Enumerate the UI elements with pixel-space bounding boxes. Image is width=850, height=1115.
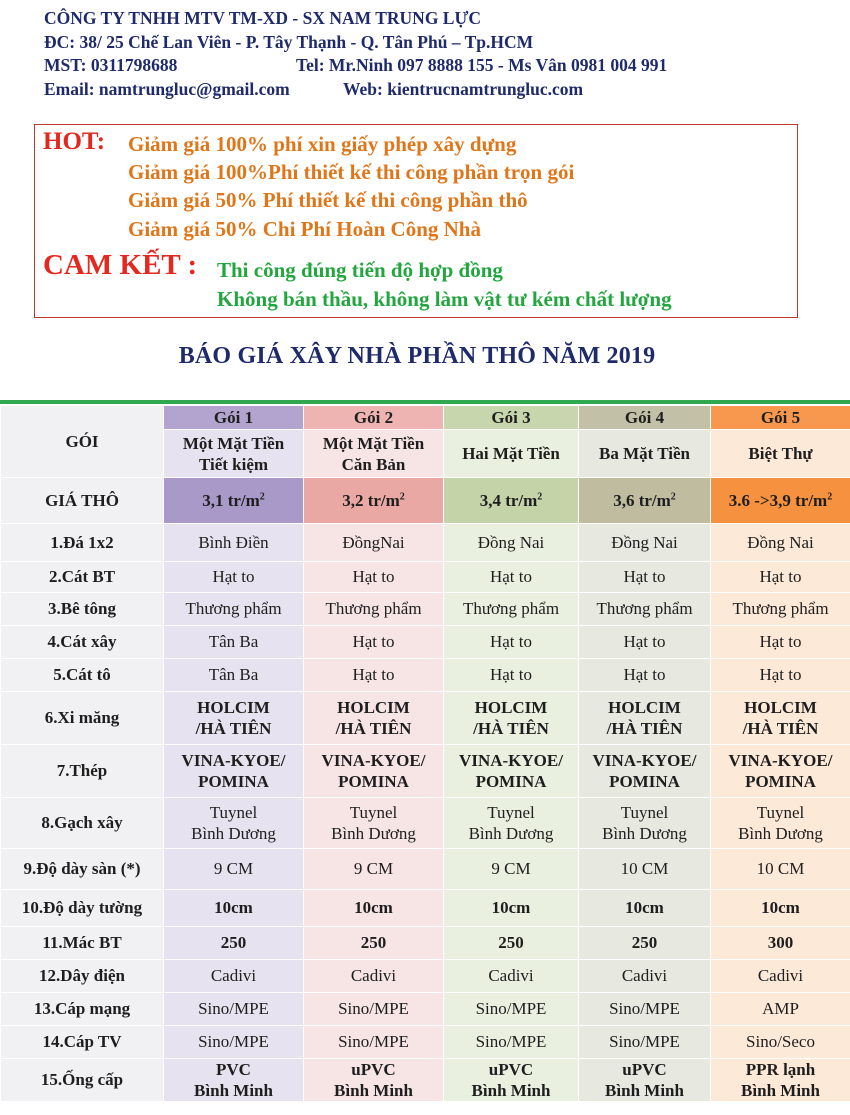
- table-cell: 300: [711, 927, 850, 960]
- table-cell: 10cm: [444, 890, 579, 927]
- divider: [0, 400, 850, 404]
- table-cell: Tuynel Bình Dương: [304, 798, 444, 849]
- table-cell: HOLCIM /HÀ TIÊN: [711, 692, 850, 745]
- commit-label: CAM KẾT :: [43, 249, 198, 281]
- row-label: 4.Cát xây: [1, 626, 164, 659]
- package-price: 3,4 $tr/m^2$: [444, 478, 579, 524]
- package-price: 3,1 $tr/m^2$: [164, 478, 304, 524]
- table-cell: 10cm: [711, 890, 850, 927]
- company-tax-id: MST: 0311798688: [44, 55, 178, 75]
- table-cell: Hạt to: [579, 626, 711, 659]
- table-cell: uPVC Bình Minh: [304, 1059, 444, 1102]
- table-cell: VINA-KYOE/ POMINA: [164, 745, 304, 798]
- table-cell: Đồng Nai: [444, 524, 579, 562]
- table-row: [1, 798, 850, 849]
- row-label: 14.Cáp TV: [1, 1026, 164, 1059]
- table-cell: Tuynel Bình Dương: [164, 798, 304, 849]
- table-cell: AMP: [711, 993, 850, 1026]
- table-row: [1, 626, 850, 659]
- promo-box: [34, 124, 798, 318]
- table-cell: ĐồngNai: [304, 524, 444, 562]
- table-cell: 10cm: [579, 890, 711, 927]
- company-phone: Tel: Mr.Ninh 097 8888 155 - Ms Vân 0981 004 991: [296, 55, 668, 75]
- package-header-label: GÓI: [1, 406, 164, 478]
- package-desc: Một Mặt Tiền Tiết kiệm: [164, 430, 304, 478]
- table-cell: 250: [579, 927, 711, 960]
- package-desc: Hai Mặt Tiền: [444, 430, 579, 478]
- company-email[interactable]: Email: namtrungluc@gmail.com: [44, 78, 290, 99]
- company-name: CÔNG TY TNHH MTV TM-XD - SX NAM TRUNG LỰC: [44, 8, 482, 28]
- table-cell: Bình Điền: [164, 524, 304, 562]
- table-cell: Thương phẩm: [711, 593, 850, 626]
- table-cell: 250: [444, 927, 579, 960]
- company-website[interactable]: Web: kientrucnamtrungluc.com: [343, 78, 584, 99]
- table-cell: Cadivi: [304, 960, 444, 993]
- package-price: 3,6 $tr/m^2$: [579, 478, 711, 524]
- table-cell: uPVC Bình Minh: [444, 1059, 579, 1102]
- table-cell: 250: [164, 927, 304, 960]
- table-cell: Sino/MPE: [579, 1026, 711, 1059]
- table-cell: Thương phẩm: [444, 593, 579, 626]
- table-cell: Hạt to: [304, 562, 444, 593]
- table-cell: 9 CM: [164, 849, 304, 890]
- table-row: [1, 960, 850, 993]
- table-cell: Sino/MPE: [304, 1026, 444, 1059]
- company-contact-row: [44, 54, 834, 78]
- table-cell: Sino/Seco: [711, 1026, 850, 1059]
- table-cell: Hạt to: [444, 626, 579, 659]
- table-cell: uPVC Bình Minh: [579, 1059, 711, 1102]
- table-cell: Tân Ba: [164, 659, 304, 692]
- page-title: BÁO GIÁ XÂY NHÀ PHẦN THÔ NĂM 2019: [178, 343, 656, 369]
- table-cell: Hạt to: [304, 626, 444, 659]
- table-cell: Hạt to: [579, 659, 711, 692]
- table-cell: Sino/MPE: [164, 993, 304, 1026]
- table-cell: 10cm: [304, 890, 444, 927]
- table-cell: Hạt to: [164, 562, 304, 593]
- table-cell: HOLCIM /HÀ TIÊN: [164, 692, 304, 745]
- table-cell: 250: [304, 927, 444, 960]
- table-row: [1, 745, 850, 798]
- company-address: ĐC: 38/ 25 Chế Lan Viên - P. Tây Thạnh - Q. Tân Phú – Tp.HCM: [44, 31, 534, 52]
- row-label: 11.Mác BT: [1, 927, 164, 960]
- commit-item: Không bán thầu, không làm vật tư kém chất lượng: [217, 287, 672, 311]
- package-desc: Biệt Thự: [711, 430, 850, 478]
- package-name: Gói 2: [304, 406, 444, 430]
- table-cell: Đồng Nai: [579, 524, 711, 562]
- table-cell: Cadivi: [444, 960, 579, 993]
- row-label: 9.Độ dày sàn (*): [1, 849, 164, 890]
- table-cell: Tuynel Bình Dương: [579, 798, 711, 849]
- table-cell: 9 CM: [304, 849, 444, 890]
- table-cell: PVC Bình Minh: [164, 1059, 304, 1102]
- table-cell: HOLCIM /HÀ TIÊN: [444, 692, 579, 745]
- table-cell: Sino/MPE: [444, 1026, 579, 1059]
- row-label: 1.Đá 1x2: [1, 524, 164, 562]
- package-price: 3,2 $tr/m^2$: [304, 478, 444, 524]
- table-cell: Hạt to: [444, 659, 579, 692]
- package-name: Gói 5: [711, 406, 850, 430]
- table-cell: Tuynel Bình Dương: [444, 798, 579, 849]
- table-cell: Hạt to: [444, 562, 579, 593]
- table-cell: Hạt to: [579, 562, 711, 593]
- table-row: [1, 562, 850, 593]
- table-cell: Thương phẩm: [304, 593, 444, 626]
- table-cell: VINA-KYOE/ POMINA: [711, 745, 850, 798]
- row-label: 12.Dây điện: [1, 960, 164, 993]
- hot-item: Giảm giá 100% phí xin giấy phép xây dựng: [128, 132, 517, 156]
- table-cell: PPR lạnh Bình Minh: [711, 1059, 850, 1102]
- table-cell: VINA-KYOE/ POMINA: [444, 745, 579, 798]
- row-label: 7.Thép: [1, 745, 164, 798]
- table-row: [1, 1059, 850, 1102]
- table-row: [1, 993, 850, 1026]
- table-cell: Cadivi: [164, 960, 304, 993]
- table-row: [1, 890, 850, 927]
- row-label: 2.Cát BT: [1, 562, 164, 593]
- package-price: 3.6 ->3,9 $tr/m^2$: [711, 478, 850, 524]
- hot-label: HOT:: [43, 128, 106, 155]
- table-cell: Thương phẩm: [164, 593, 304, 626]
- table-cell: Hạt to: [711, 659, 850, 692]
- row-label: 15.Ống cấp: [1, 1059, 164, 1102]
- package-desc: Ba Mặt Tiền: [579, 430, 711, 478]
- company-online-row: [44, 78, 834, 102]
- price-label: GIÁ THÔ: [1, 478, 164, 524]
- table-row: [1, 692, 850, 745]
- table-row: [1, 1026, 850, 1059]
- hot-item: Giảm giá 50% Phí thiết kế thi công phần thô: [128, 188, 528, 212]
- table-row: [1, 849, 850, 890]
- table-row: [1, 524, 850, 562]
- row-label: 5.Cát tô: [1, 659, 164, 692]
- table-cell: HOLCIM /HÀ TIÊN: [579, 692, 711, 745]
- price-table: [0, 405, 850, 1102]
- hot-item: Giảm giá 50% Chi Phí Hoàn Công Nhà: [128, 217, 481, 241]
- table-cell: VINA-KYOE/ POMINA: [579, 745, 711, 798]
- table-cell: Sino/MPE: [579, 993, 711, 1026]
- table-cell: Đồng Nai: [711, 524, 850, 562]
- table-cell: Tuynel Bình Dương: [711, 798, 850, 849]
- table-cell: Cadivi: [711, 960, 850, 993]
- package-name: Gói 3: [444, 406, 579, 430]
- table-cell: 10cm: [164, 890, 304, 927]
- table-cell: Sino/MPE: [304, 993, 444, 1026]
- row-label: 6.Xi măng: [1, 692, 164, 745]
- row-label: 3.Bê tông: [1, 593, 164, 626]
- company-header: [44, 7, 834, 101]
- hot-item: Giảm giá 100%Phí thiết kế thi công phần trọn gói: [128, 160, 575, 184]
- row-label: 10.Độ dày tường: [1, 890, 164, 927]
- commit-item: Thi công đúng tiến độ hợp đồng: [217, 258, 503, 282]
- table-row: [1, 593, 850, 626]
- table-cell: 9 CM: [444, 849, 579, 890]
- table-row: [1, 927, 850, 960]
- table-cell: 10 CM: [711, 849, 850, 890]
- table-cell: Hạt to: [711, 562, 850, 593]
- table-cell: Tân Ba: [164, 626, 304, 659]
- table-cell: Cadivi: [579, 960, 711, 993]
- table-cell: Thương phẩm: [579, 593, 711, 626]
- package-name: Gói 4: [579, 406, 711, 430]
- row-label: 13.Cáp mạng: [1, 993, 164, 1026]
- table-cell: VINA-KYOE/ POMINA: [304, 745, 444, 798]
- package-desc: Một Mặt Tiền Căn Bản: [304, 430, 444, 478]
- table-cell: HOLCIM /HÀ TIÊN: [304, 692, 444, 745]
- table-cell: Hạt to: [304, 659, 444, 692]
- table-row: [1, 659, 850, 692]
- row-label: 8.Gạch xây: [1, 798, 164, 849]
- table-cell: Hạt to: [711, 626, 850, 659]
- package-name: Gói 1: [164, 406, 304, 430]
- table-cell: Sino/MPE: [444, 993, 579, 1026]
- table-cell: 10 CM: [579, 849, 711, 890]
- table-cell: Sino/MPE: [164, 1026, 304, 1059]
